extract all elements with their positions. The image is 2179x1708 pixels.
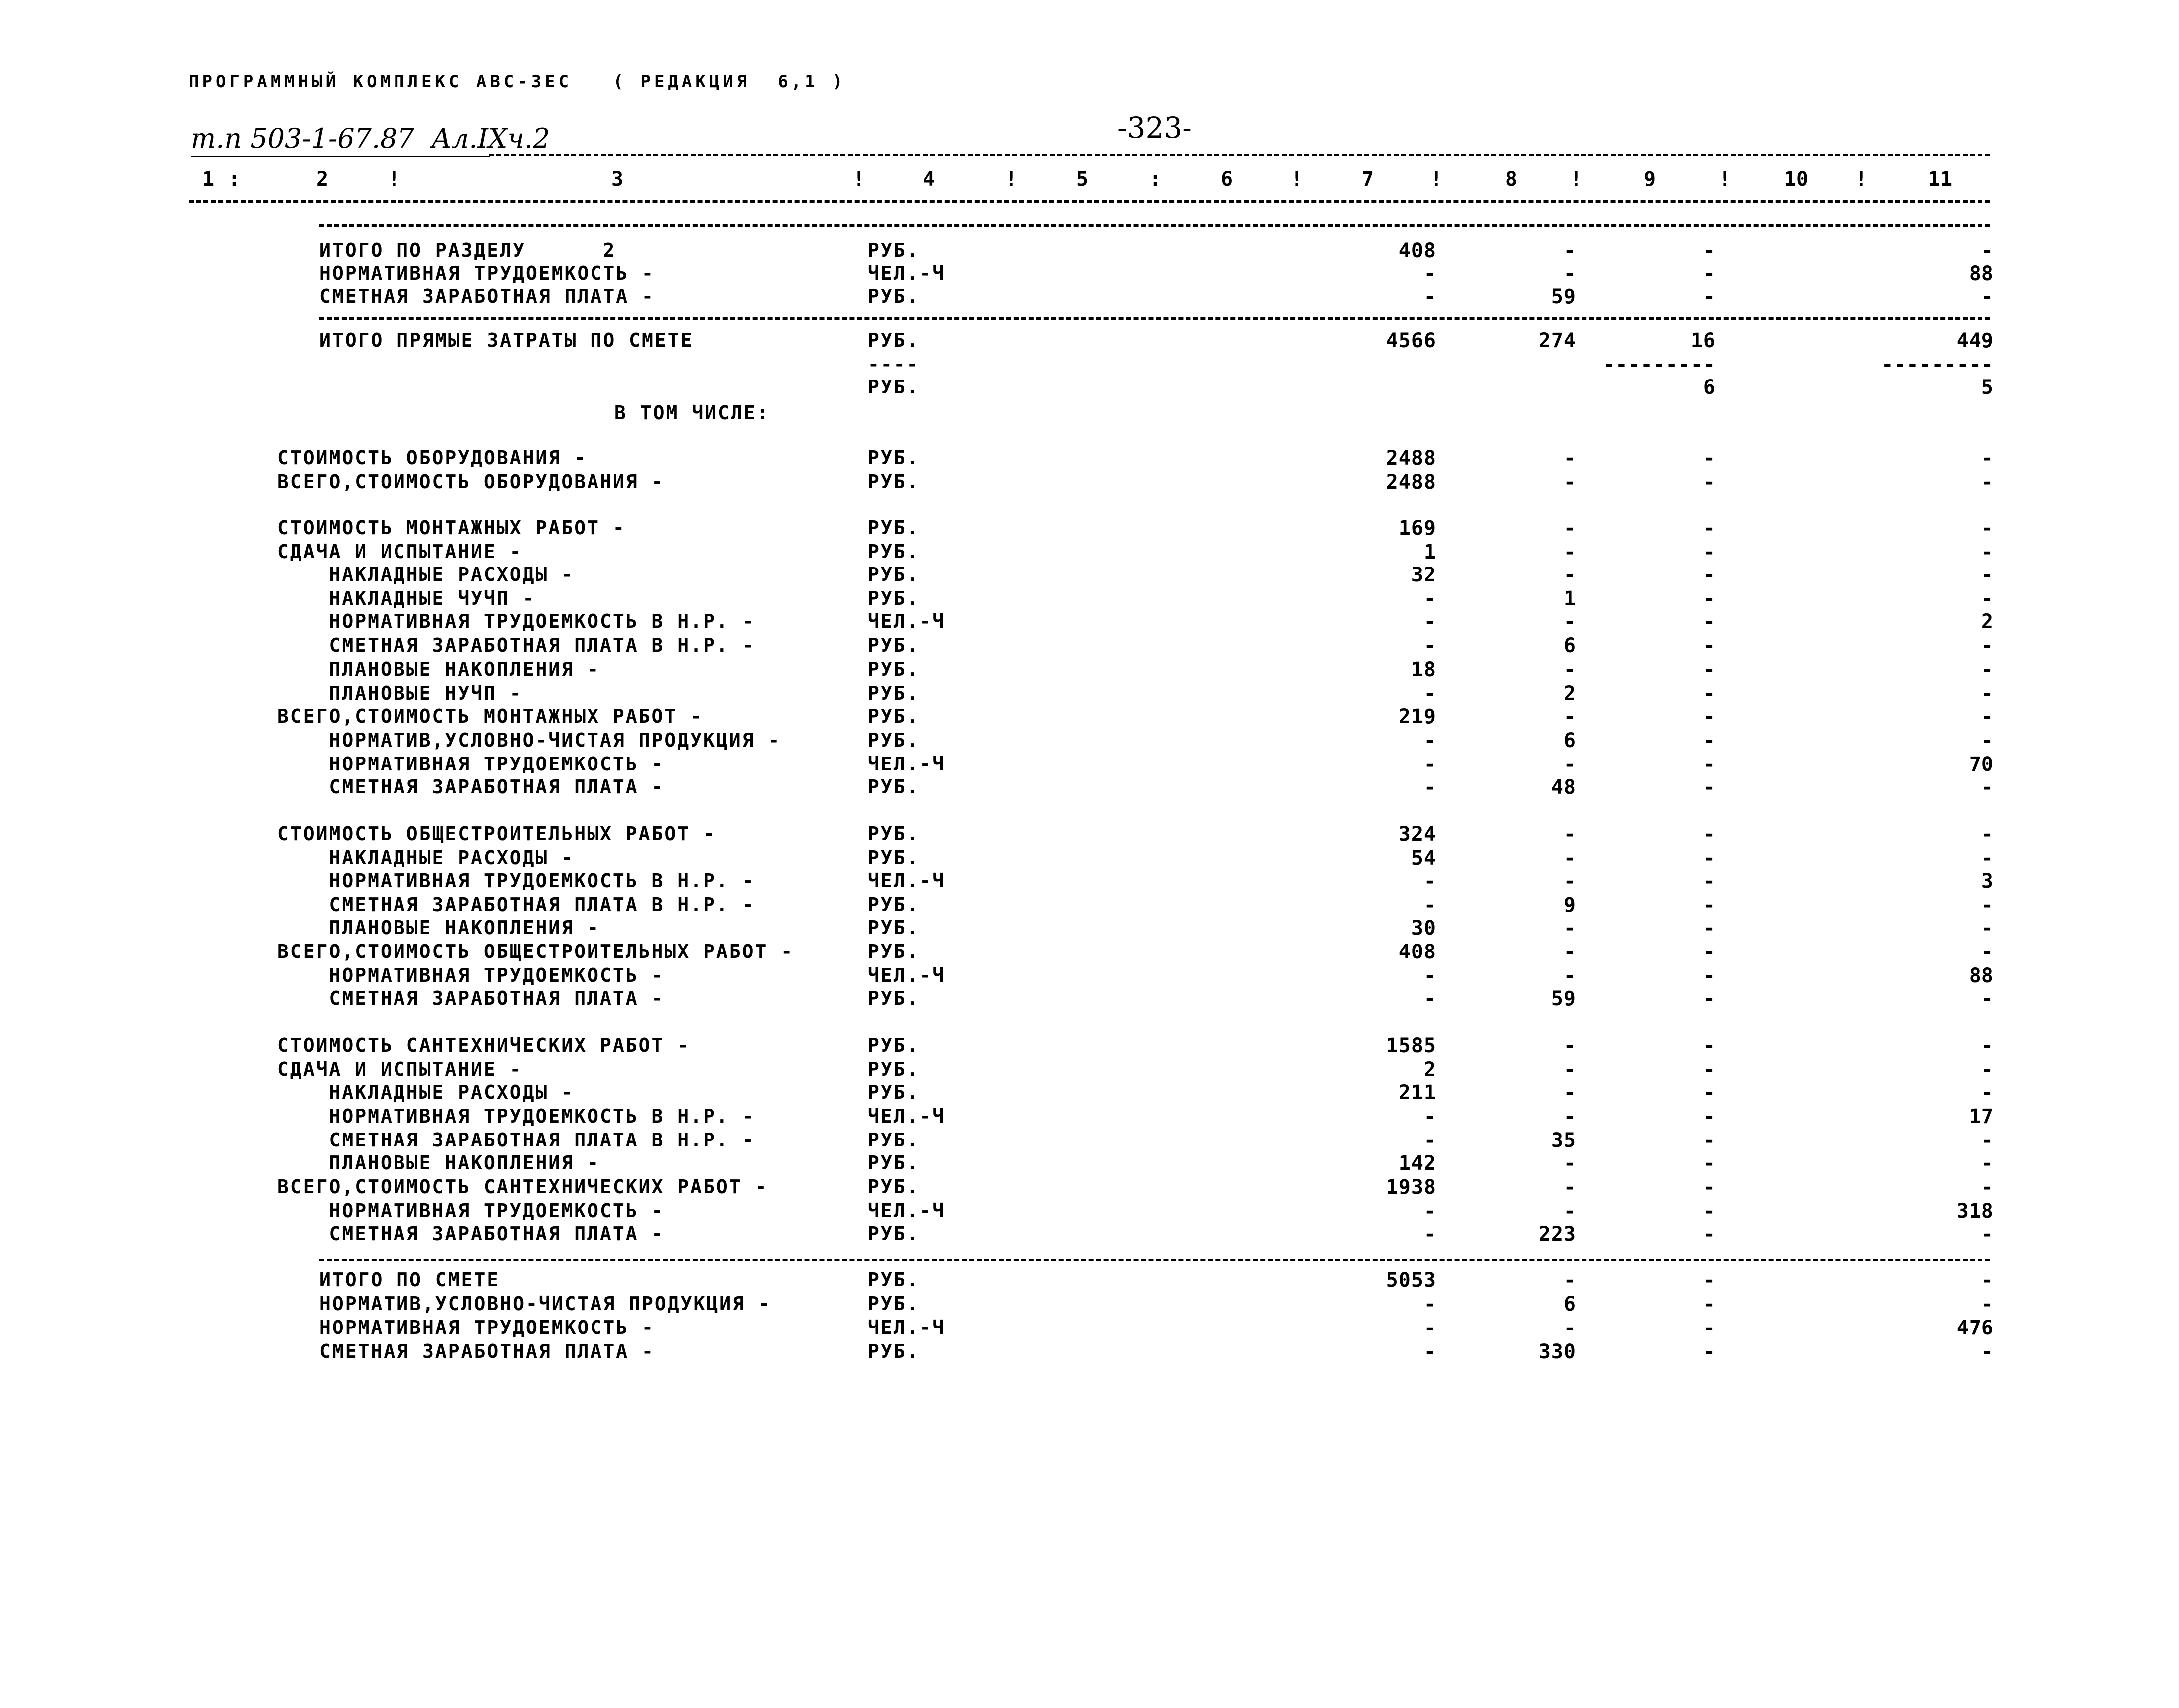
- row-label: НАКЛАДНЫЕ ЧУЧП -: [277, 587, 536, 609]
- cell-col-7: 219: [1398, 705, 1436, 728]
- row-unit: РУБ.: [868, 1269, 920, 1291]
- row-label: ПЛАНОВЫЕ НАКОПЛЕНИЯ -: [277, 917, 600, 939]
- row-unit: РУБ.: [868, 682, 920, 704]
- column-header-4: 3: [611, 168, 624, 190]
- cell-col-11: 88: [1969, 964, 1994, 987]
- row-unit: РУБ.: [868, 1058, 920, 1080]
- cell-col-9: -: [1703, 262, 1716, 285]
- row-label: НОРМАТИВНАЯ ТРУДОЕМКОСТЬ -: [277, 964, 665, 986]
- row-label: СДАЧА И ИСПЫТАНИЕ -: [277, 1058, 523, 1080]
- row-unit: РУБ.: [868, 376, 920, 398]
- cell-col-11: -: [1981, 729, 1994, 752]
- cell-col-8: -: [1563, 1269, 1576, 1292]
- row-unit: РУБ.: [868, 285, 920, 307]
- cell-col-11: -: [1981, 894, 1994, 917]
- cell-col-11: -: [1981, 917, 1994, 940]
- row-label: СТОИМОСТЬ МОНТАЖНЫХ РАБОТ -: [277, 517, 626, 539]
- cell-col-7: 211: [1398, 1081, 1436, 1104]
- cell-col-11: -: [1981, 239, 1994, 262]
- cell-col-9: -: [1703, 1317, 1716, 1339]
- cell-col-9: -: [1703, 729, 1716, 752]
- cell-col-9: -: [1703, 285, 1716, 308]
- cell-col-9: -: [1703, 658, 1716, 681]
- cell-col-9: -: [1703, 564, 1716, 586]
- cell-col-11: -: [1981, 1081, 1994, 1104]
- cell-col-11: -: [1981, 682, 1994, 705]
- column-header-18: 10: [1784, 168, 1809, 190]
- cell-col-7: -: [1423, 1105, 1436, 1128]
- cell-col-8: -: [1563, 610, 1576, 633]
- row-label: СМЕТНАЯ ЗАРАБОТНАЯ ПЛАТА В Н.Р. -: [277, 1129, 755, 1151]
- cell-col-9: -: [1703, 1105, 1716, 1128]
- cell-col-11: -: [1981, 285, 1994, 308]
- cell-col-7: -: [1423, 729, 1436, 752]
- cell-col-11: -: [1981, 1176, 1994, 1199]
- cell-col-7: -: [1423, 894, 1436, 917]
- cell-col-9: -: [1703, 1152, 1716, 1175]
- cell-col-11: -: [1981, 847, 1994, 870]
- row-label: НАКЛАДНЫЕ РАСХОДЫ -: [277, 1081, 575, 1103]
- cell-col-7: 2488: [1386, 447, 1436, 470]
- cell-col-11: -: [1981, 1034, 1994, 1057]
- cell-col-7: -: [1423, 1200, 1436, 1223]
- row-unit: ЧЕЛ.-Ч: [868, 870, 946, 892]
- row-label: НОРМАТИВНАЯ ТРУДОЕМКОСТЬ -: [319, 262, 655, 284]
- cell-col-7: 142: [1398, 1152, 1436, 1175]
- section-rule-3: [319, 1259, 1990, 1261]
- document-reference: т.п 503-1-67.87 Ал.IXч.2: [191, 123, 550, 154]
- row-label: ПЛАНОВЫЕ НАКОПЛЕНИЯ -: [277, 658, 600, 680]
- row-label: ИТОГО ПО СМЕТЕ: [319, 1269, 500, 1291]
- cell-col-7: -: [1423, 682, 1436, 705]
- row-label: ИТОГО ПРЯМЫЕ ЗАТРАТЫ ПО СМЕТЕ: [319, 329, 694, 351]
- cell-col-11: -: [1981, 1269, 1994, 1292]
- cell-col-9: -: [1703, 517, 1716, 540]
- cell-col-11: -: [1981, 1340, 1994, 1363]
- cell-col-7: 1585: [1386, 1034, 1436, 1057]
- cell-col-9: -: [1703, 587, 1716, 610]
- column-header-17: !: [1718, 168, 1731, 190]
- cell-col-9: -: [1703, 847, 1716, 870]
- cell-col-11: 5: [1981, 376, 1994, 399]
- row-label: ПЛАНОВЫЕ НАКОПЛЕНИЯ -: [277, 1152, 600, 1174]
- cell-col-9: ---------: [1603, 353, 1716, 376]
- row-unit: РУБ.: [868, 239, 920, 261]
- row-label: СМЕТНАЯ ЗАРАБОТНАЯ ПЛАТА -: [277, 987, 665, 1009]
- column-header-13: !: [1430, 168, 1443, 190]
- cell-col-7: 408: [1398, 941, 1436, 963]
- row-label: ВСЕГО,СТОИМОСТЬ МОНТАЖНЫХ РАБОТ -: [277, 705, 703, 727]
- row-unit: РУБ.: [868, 729, 920, 751]
- cell-col-8: -: [1563, 658, 1576, 681]
- cell-col-8: -: [1563, 917, 1576, 940]
- cell-col-8: 48: [1551, 776, 1576, 799]
- row-unit: РУБ.: [868, 917, 920, 939]
- row-label: СМЕТНАЯ ЗАРАБОТНАЯ ПЛАТА В Н.Р. -: [277, 634, 755, 656]
- row-label: НОРМАТИВНАЯ ТРУДОЕМКОСТЬ -: [277, 753, 665, 775]
- row-unit: РУБ.: [868, 847, 920, 869]
- row-unit: РУБ.: [868, 517, 920, 539]
- cell-col-11: -: [1981, 541, 1994, 564]
- row-unit: РУБ.: [868, 329, 920, 351]
- row-label: НАКЛАДНЫЕ РАСХОДЫ -: [277, 847, 575, 869]
- column-header-3: !: [388, 168, 400, 190]
- cell-col-7: 32: [1411, 564, 1436, 586]
- row-label: НОРМАТИВ,УСЛОВНО-ЧИСТАЯ ПРОДУКЦИЯ -: [277, 729, 781, 751]
- cell-col-9: -: [1703, 776, 1716, 799]
- cell-col-9: 6: [1703, 376, 1716, 399]
- cell-col-8: -: [1563, 941, 1576, 963]
- cell-col-8: 6: [1563, 1293, 1576, 1316]
- column-header-2: 2: [316, 168, 329, 190]
- row-unit: РУБ.: [868, 447, 920, 469]
- row-unit: РУБ.: [868, 634, 920, 656]
- cell-col-11: -: [1981, 705, 1994, 728]
- cell-col-9: -: [1703, 541, 1716, 564]
- row-unit: РУБ.: [868, 941, 920, 962]
- cell-col-9: -: [1703, 894, 1716, 917]
- cell-col-9: -: [1703, 1058, 1716, 1081]
- cell-col-9: -: [1703, 1200, 1716, 1223]
- cell-col-7: -: [1423, 1129, 1436, 1152]
- cell-col-7: 169: [1398, 517, 1436, 540]
- cell-col-11: -: [1981, 1129, 1994, 1152]
- cell-col-11: 17: [1969, 1105, 1994, 1128]
- row-label: ВСЕГО,СТОИМОСТЬ ОБОРУДОВАНИЯ -: [277, 471, 665, 493]
- cell-col-9: -: [1703, 1269, 1716, 1292]
- cell-col-11: -: [1981, 634, 1994, 657]
- row-unit: ЧЕЛ.-Ч: [868, 753, 946, 775]
- row-unit: РУБ.: [868, 564, 920, 585]
- cell-col-11: -: [1981, 447, 1994, 470]
- row-label: СТОИМОСТЬ САНТЕХНИЧЕСКИХ РАБОТ -: [277, 1034, 691, 1056]
- column-header-5: !: [852, 168, 865, 190]
- cell-col-11: -: [1981, 587, 1994, 610]
- cell-col-8: 59: [1551, 987, 1576, 1010]
- row-label: СМЕТНАЯ ЗАРАБОТНАЯ ПЛАТА -: [319, 1340, 655, 1362]
- cell-col-8: -: [1563, 1200, 1576, 1223]
- row-unit: РУБ.: [868, 1340, 920, 1362]
- cell-col-7: 54: [1411, 847, 1436, 870]
- cell-col-11: 476: [1956, 1317, 1994, 1339]
- row-unit: ----: [868, 353, 920, 375]
- cell-col-9: -: [1703, 964, 1716, 987]
- column-header-6: 4: [922, 168, 935, 190]
- cell-col-7: -: [1423, 262, 1436, 285]
- column-header-11: !: [1290, 168, 1303, 190]
- row-label: СМЕТНАЯ ЗАРАБОТНАЯ ПЛАТА В Н.Р. -: [277, 894, 755, 916]
- cell-col-9: -: [1703, 1034, 1716, 1057]
- cell-col-9: 16: [1690, 329, 1716, 352]
- cell-col-7: 2: [1423, 1058, 1436, 1081]
- row-unit: РУБ.: [868, 705, 920, 727]
- row-unit: РУБ.: [868, 471, 920, 493]
- row-unit: РУБ.: [868, 587, 920, 609]
- row-unit: РУБ.: [868, 1034, 920, 1056]
- row-unit: РУБ.: [868, 1223, 920, 1245]
- cell-col-8: -: [1563, 239, 1576, 262]
- row-unit: РУБ.: [868, 1081, 920, 1103]
- cell-col-7: -: [1423, 1317, 1436, 1339]
- column-header-20: 11: [1928, 168, 1953, 190]
- row-unit: РУБ.: [868, 894, 920, 916]
- cell-col-8: 223: [1538, 1223, 1576, 1246]
- cell-col-11: -: [1981, 1223, 1994, 1246]
- program-header: ПРОГРАММНЫЙ КОМПЛЕКС АВС-ЗЕС ( РЕДАКЦИЯ 6,1 ): [189, 72, 846, 92]
- row-label: НОРМАТИВНАЯ ТРУДОЕМКОСТЬ В Н.Р. -: [277, 610, 755, 632]
- cell-col-9: -: [1703, 753, 1716, 776]
- cell-col-7: 324: [1398, 823, 1436, 846]
- row-label: ВСЕГО,СТОИМОСТЬ САНТЕХНИЧЕСКИХ РАБОТ -: [277, 1176, 768, 1198]
- row-unit: ЧЕЛ.-Ч: [868, 610, 946, 632]
- cell-col-9: -: [1703, 1223, 1716, 1246]
- cell-col-9: -: [1703, 239, 1716, 262]
- row-unit: РУБ.: [868, 541, 920, 563]
- cell-col-8: -: [1563, 1058, 1576, 1081]
- cell-col-9: -: [1703, 1293, 1716, 1316]
- cell-col-7: 1: [1423, 541, 1436, 564]
- page-number: -323-: [1117, 111, 1192, 145]
- header-rule-bottom: [189, 200, 1990, 203]
- row-label: НАКЛАДНЫЕ РАСХОДЫ -: [277, 564, 575, 585]
- cell-col-8: 59: [1551, 285, 1576, 308]
- cell-col-7: -: [1423, 610, 1436, 633]
- cell-col-7: -: [1423, 285, 1436, 308]
- cell-col-9: -: [1703, 1176, 1716, 1199]
- cell-col-7: -: [1423, 634, 1436, 657]
- cell-col-8: -: [1563, 847, 1576, 870]
- cell-col-7: -: [1423, 987, 1436, 1010]
- row-unit: РУБ.: [868, 1176, 920, 1198]
- cell-col-8: -: [1563, 964, 1576, 987]
- row-unit: РУБ.: [868, 823, 920, 845]
- cell-col-11: -: [1981, 776, 1994, 799]
- row-label: ИТОГО ПО РАЗДЕЛУ 2: [319, 239, 616, 261]
- cell-col-8: -: [1563, 753, 1576, 776]
- cell-col-9: -: [1703, 987, 1716, 1010]
- row-unit: РУБ.: [868, 658, 920, 680]
- cell-col-9: -: [1703, 471, 1716, 494]
- row-unit: ЧЕЛ.-Ч: [868, 1317, 946, 1338]
- cell-col-9: -: [1703, 1340, 1716, 1363]
- row-label: НОРМАТИВНАЯ ТРУДОЕМКОСТЬ -: [277, 1200, 665, 1222]
- cell-col-9: -: [1703, 705, 1716, 728]
- cell-col-7: 30: [1411, 917, 1436, 940]
- column-header-9: :: [1149, 168, 1162, 190]
- cell-col-9: -: [1703, 1129, 1716, 1152]
- cell-col-11: -: [1981, 1293, 1994, 1316]
- cell-col-7: 4566: [1386, 329, 1436, 352]
- cell-col-8: -: [1563, 517, 1576, 540]
- row-label: СДАЧА И ИСПЫТАНИЕ -: [277, 541, 523, 563]
- cell-col-11: 88: [1969, 262, 1994, 285]
- row-unit: ЧЕЛ.-Ч: [868, 1200, 946, 1222]
- cell-col-9: -: [1703, 941, 1716, 963]
- cell-col-7: -: [1423, 1293, 1436, 1316]
- row-label: НОРМАТИВНАЯ ТРУДОЕМКОСТЬ В Н.Р. -: [277, 870, 755, 892]
- row-unit: ЧЕЛ.-Ч: [868, 964, 946, 986]
- cell-col-9: -: [1703, 447, 1716, 470]
- cell-col-7: -: [1423, 1223, 1436, 1246]
- cell-col-8: -: [1563, 1081, 1576, 1104]
- section-rule-2: [319, 317, 1990, 320]
- cell-col-11: 70: [1969, 753, 1994, 776]
- column-header-0: 1: [202, 168, 215, 190]
- row-label: НОРМАТИВНАЯ ТРУДОЕМКОСТЬ В Н.Р. -: [277, 1105, 755, 1127]
- cell-col-9: -: [1703, 1081, 1716, 1104]
- cell-col-8: -: [1563, 1317, 1576, 1339]
- cell-col-8: -: [1563, 870, 1576, 893]
- cell-col-7: -: [1423, 587, 1436, 610]
- column-header-7: !: [1005, 168, 1018, 190]
- column-header-12: 7: [1361, 168, 1374, 190]
- row-unit: РУБ.: [868, 1129, 920, 1151]
- cell-col-8: -: [1563, 1152, 1576, 1175]
- row-unit: РУБ.: [868, 1293, 920, 1315]
- column-header-8: 5: [1076, 168, 1089, 190]
- cell-col-8: 274: [1538, 329, 1576, 352]
- cell-col-9: -: [1703, 870, 1716, 893]
- cell-col-8: 2: [1563, 682, 1576, 705]
- cell-col-11: -: [1981, 517, 1994, 540]
- section-rule-1: [319, 224, 1990, 227]
- cell-col-8: -: [1563, 262, 1576, 285]
- cell-col-9: -: [1703, 823, 1716, 846]
- row-label: НОРМАТИВ,УСЛОВНО-ЧИСТАЯ ПРОДУКЦИЯ -: [319, 1293, 771, 1315]
- cell-col-11: 449: [1956, 329, 1994, 352]
- cell-col-8: 330: [1538, 1340, 1576, 1363]
- cell-col-11: -: [1981, 941, 1994, 963]
- cell-col-11: -: [1981, 823, 1994, 846]
- row-label: В ТОМ ЧИСЛЕ:: [614, 402, 770, 424]
- row-label: НОРМАТИВНАЯ ТРУДОЕМКОСТЬ -: [319, 1317, 655, 1338]
- cell-col-11: -: [1981, 658, 1994, 681]
- cell-col-7: 408: [1398, 239, 1436, 262]
- cell-col-8: -: [1563, 564, 1576, 586]
- cell-col-7: 1938: [1386, 1176, 1436, 1199]
- row-label: ПЛАНОВЫЕ НУЧП -: [277, 682, 523, 704]
- cell-col-8: 1: [1563, 587, 1576, 610]
- row-unit: ЧЕЛ.-Ч: [868, 262, 946, 284]
- cell-col-11: 318: [1956, 1200, 1994, 1223]
- row-unit: РУБ.: [868, 1152, 920, 1174]
- cell-col-8: 6: [1563, 634, 1576, 657]
- cell-col-8: -: [1563, 471, 1576, 494]
- cell-col-11: -: [1981, 564, 1994, 586]
- row-label: ВСЕГО,СТОИМОСТЬ ОБЩЕСТРОИТЕЛЬНЫХ РАБОТ -: [277, 941, 794, 962]
- header-rule-top: [489, 154, 1990, 156]
- row-unit: РУБ.: [868, 776, 920, 798]
- cell-col-7: 5053: [1386, 1269, 1436, 1292]
- cell-col-7: -: [1423, 753, 1436, 776]
- cell-col-8: 6: [1563, 729, 1576, 752]
- cell-col-11: -: [1981, 1058, 1994, 1081]
- header-rule-left: [191, 156, 490, 157]
- row-label: СМЕТНАЯ ЗАРАБОТНАЯ ПЛАТА -: [277, 776, 665, 798]
- row-label: СТОИМОСТЬ ОБЩЕСТРОИТЕЛЬНЫХ РАБОТ -: [277, 823, 716, 845]
- column-header-16: 9: [1643, 168, 1656, 190]
- cell-col-8: -: [1563, 823, 1576, 846]
- cell-col-7: 2488: [1386, 471, 1436, 494]
- cell-col-7: -: [1423, 964, 1436, 987]
- cell-col-8: -: [1563, 541, 1576, 564]
- cell-col-11: 3: [1981, 870, 1994, 893]
- cell-col-8: -: [1563, 447, 1576, 470]
- cell-col-9: -: [1703, 634, 1716, 657]
- column-header-10: 6: [1220, 168, 1233, 190]
- cell-col-8: 35: [1551, 1129, 1576, 1152]
- cell-col-9: -: [1703, 917, 1716, 940]
- row-label: СМЕТНАЯ ЗАРАБОТНАЯ ПЛАТА -: [277, 1223, 665, 1245]
- column-header-1: :: [228, 168, 241, 190]
- cell-col-11: ---------: [1881, 353, 1994, 376]
- column-header-15: !: [1570, 168, 1583, 190]
- row-label: СМЕТНАЯ ЗАРАБОТНАЯ ПЛАТА -: [319, 285, 655, 307]
- cell-col-8: -: [1563, 1105, 1576, 1128]
- cell-col-8: -: [1563, 1176, 1576, 1199]
- column-header-14: 8: [1505, 168, 1518, 190]
- row-label: СТОИМОСТЬ ОБОРУДОВАНИЯ -: [277, 447, 588, 469]
- cell-col-7: -: [1423, 776, 1436, 799]
- cell-col-7: -: [1423, 1340, 1436, 1363]
- cell-col-11: 2: [1981, 610, 1994, 633]
- cell-col-11: -: [1981, 987, 1994, 1010]
- cell-col-11: -: [1981, 471, 1994, 494]
- row-unit: РУБ.: [868, 987, 920, 1009]
- cell-col-8: -: [1563, 1034, 1576, 1057]
- cell-col-7: -: [1423, 870, 1436, 893]
- cell-col-9: -: [1703, 682, 1716, 705]
- cell-col-9: -: [1703, 610, 1716, 633]
- cell-col-8: 9: [1563, 894, 1576, 917]
- cell-col-7: 18: [1411, 658, 1436, 681]
- row-unit: ЧЕЛ.-Ч: [868, 1105, 946, 1127]
- cell-col-8: -: [1563, 705, 1576, 728]
- cell-col-11: -: [1981, 1152, 1994, 1175]
- column-header-19: !: [1855, 168, 1868, 190]
